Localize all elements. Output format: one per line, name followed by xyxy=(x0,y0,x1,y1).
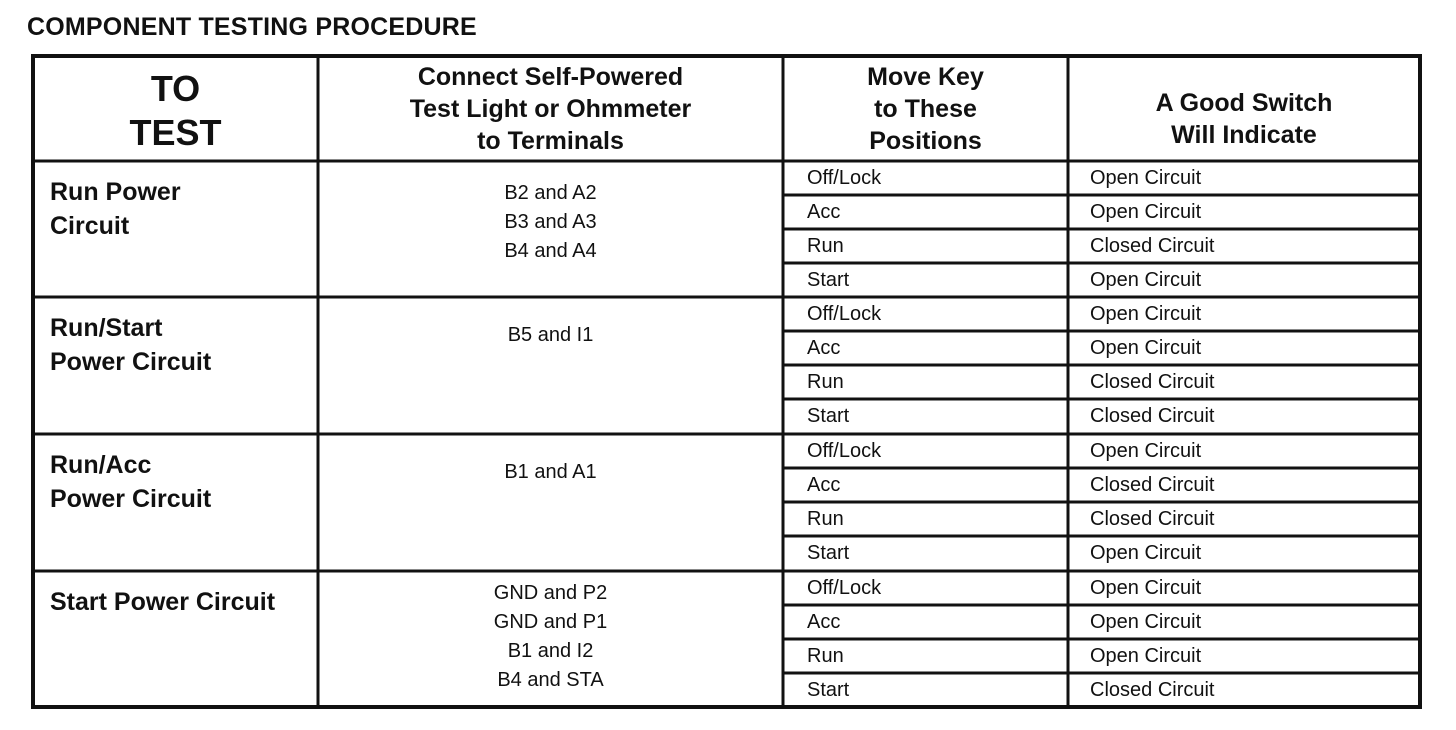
test-name-line: Power Circuit xyxy=(50,485,212,513)
switch-result: Closed Circuit xyxy=(1090,678,1215,701)
header-line: A Good Switch xyxy=(1155,88,1333,117)
test-name xyxy=(33,434,318,571)
key-position: Start xyxy=(807,268,850,291)
test-name-line: Run/Acc xyxy=(50,451,152,479)
terminal-pair: B5 and I1 xyxy=(507,324,594,346)
header-line: to Terminals xyxy=(477,126,624,155)
terminal-list xyxy=(318,571,783,707)
switch-result: Open Circuit xyxy=(1090,336,1202,359)
test-name xyxy=(33,161,318,297)
terminal-pair: B3 and A3 xyxy=(504,211,597,233)
terminal-pair: B4 and STA xyxy=(497,669,604,691)
key-position: Start xyxy=(807,542,850,564)
page-title: COMPONENT TESTING PROCEDURE xyxy=(27,13,477,41)
switch-result: Closed Circuit xyxy=(1090,370,1215,393)
key-position: Off/Lock xyxy=(807,439,882,462)
key-position: Acc xyxy=(807,200,841,223)
test-name xyxy=(33,571,318,707)
terminal-list xyxy=(318,161,783,297)
switch-result: Open Circuit xyxy=(1090,166,1202,189)
key-position: Off/Lock xyxy=(807,302,882,325)
switch-result: Open Circuit xyxy=(1090,644,1202,667)
key-position: Off/Lock xyxy=(807,576,882,599)
header-line: Positions xyxy=(869,126,982,155)
test-name-line: Power Circuit xyxy=(50,348,212,376)
header-move-key xyxy=(783,56,1068,161)
terminal-pair: B1 and A1 xyxy=(504,461,597,483)
test-name-line: Run/Start xyxy=(50,314,163,342)
key-position: Acc xyxy=(807,610,841,633)
terminal-list xyxy=(318,434,783,571)
header-to-test xyxy=(33,56,318,161)
header-line: Test Light or Ohmmeter xyxy=(409,94,692,123)
key-position: Start xyxy=(807,405,850,427)
terminal-pair: B2 and A2 xyxy=(504,182,597,204)
header-line: to These xyxy=(874,94,977,123)
switch-result: Closed Circuit xyxy=(1090,473,1215,496)
switch-result: Closed Circuit xyxy=(1090,234,1215,257)
terminal-pair: B1 and I2 xyxy=(507,640,594,662)
terminal-pair: B4 and A4 xyxy=(504,240,597,262)
key-position: Off/Lock xyxy=(807,166,882,189)
switch-result: Open Circuit xyxy=(1090,200,1202,223)
switch-result: Open Circuit xyxy=(1090,439,1202,462)
header-line: Will Indicate xyxy=(1171,120,1317,149)
terminal-pair: GND and P2 xyxy=(493,582,608,604)
key-position: Acc xyxy=(807,473,841,496)
terminal-pair: GND and P1 xyxy=(493,611,608,633)
switch-result: Closed Circuit xyxy=(1090,507,1215,530)
test-name-line: Circuit xyxy=(50,212,130,240)
key-position: Acc xyxy=(807,336,841,359)
test-name-line: Run Power xyxy=(50,178,181,206)
switch-result: Open Circuit xyxy=(1090,542,1202,564)
key-position: Run xyxy=(807,234,844,257)
header-line: Connect Self-Powered xyxy=(417,62,684,91)
test-name xyxy=(33,297,318,434)
header-good-switch xyxy=(1068,56,1420,161)
switch-result: Open Circuit xyxy=(1090,610,1202,633)
terminal-list xyxy=(318,297,783,434)
key-position: Run xyxy=(807,644,844,667)
key-position: Run xyxy=(807,370,844,393)
header-connect-terminals xyxy=(318,56,783,161)
switch-result: Open Circuit xyxy=(1090,302,1202,325)
switch-result: Open Circuit xyxy=(1090,576,1202,599)
test-name-line: Start Power Circuit xyxy=(50,588,276,616)
key-position: Run xyxy=(807,507,844,530)
header-line: TO xyxy=(150,67,201,109)
header-line: Move Key xyxy=(867,62,984,91)
switch-result: Closed Circuit xyxy=(1090,405,1215,427)
key-position: Start xyxy=(807,678,850,701)
switch-result: Open Circuit xyxy=(1090,268,1202,291)
header-line: TEST xyxy=(129,111,222,153)
